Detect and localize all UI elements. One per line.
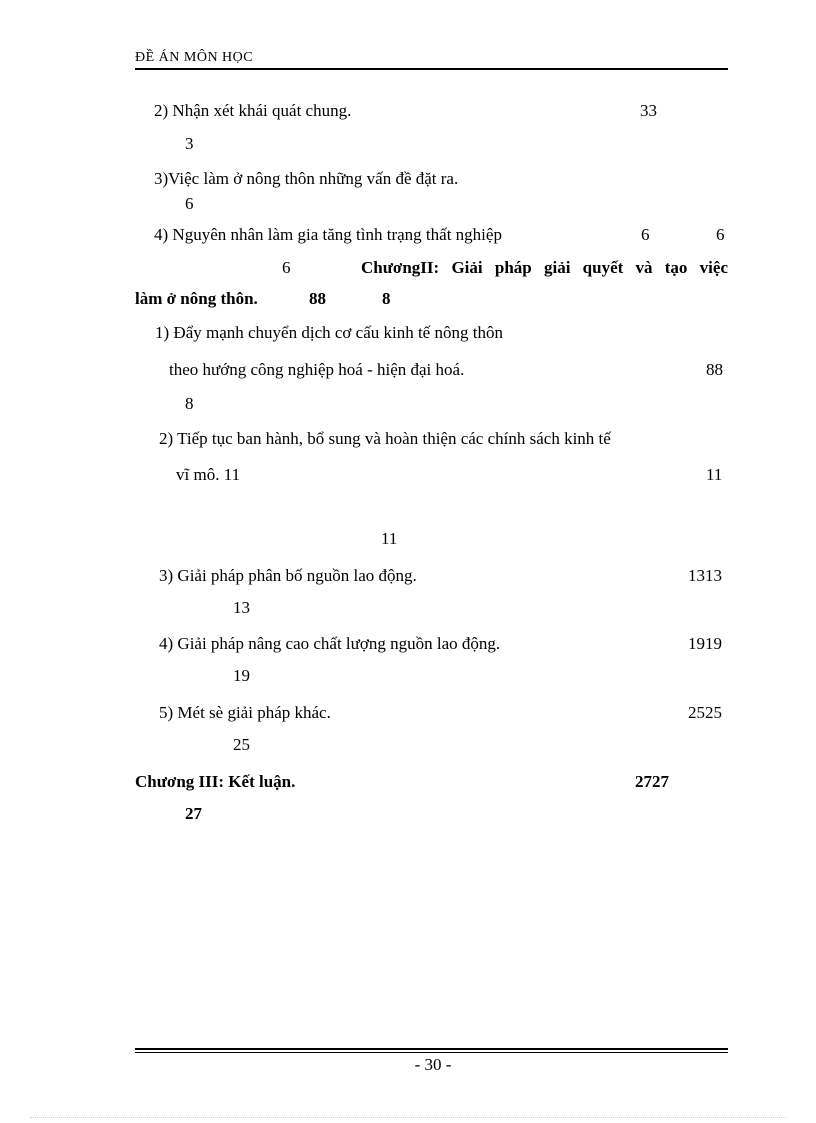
toc-sub-5-page: 2525 [688,703,722,722]
toc-sub-2-label-line2: vĩ mô. 11 [176,465,241,484]
footer-rule-thin [135,1052,728,1053]
toc-chapter-2-lead-page: 6 [282,258,291,277]
toc-sub-2-page-extra: 11 [381,529,398,548]
toc-item-2-page: 33 [640,101,657,120]
page-bottom-border [30,1117,786,1118]
toc-chapter-2-label-line2: làm ở nông thôn. [135,289,258,308]
toc-chapter-3-label: Chương III: Kết luận. [135,772,296,791]
header-title: ĐỀ ÁN MÔN HỌC [135,50,254,65]
toc-sub-3-label: 3) Giải pháp phân bố nguồn lao động. [159,566,417,585]
toc-sub-2-page: 11 [706,465,723,484]
toc-chapter-2-label-line1: ChươngII: Giải pháp giải quyết và tạo việc [361,258,728,277]
toc-sub-1-page-extra: 8 [185,394,194,413]
toc-chapter-3-page: 2727 [635,772,669,791]
toc-sub-2-label-line1: 2) Tiếp tục ban hành, bổ sung và hoàn thiện các chính sách kinh tế [159,429,611,448]
toc-sub-1-page: 88 [706,360,723,379]
toc-sub-4-page-extra: 19 [233,666,250,685]
toc-sub-1-label-line2: theo hướng công nghiệp hoá - hiện đại hoá. [169,360,465,379]
toc-item-4-page-2: 6 [716,225,725,244]
toc-item-2-page-extra: 3 [185,134,194,153]
header-rule [135,68,728,70]
toc-item-2-label: 2) Nhận xét khái quát chung. [154,101,352,120]
toc-sub-1-label-line1: 1) Đẩy mạnh chuyển dịch cơ cấu kinh tế nông thôn [155,323,503,342]
toc-item-4-page-1: 6 [641,225,650,244]
toc-sub-4-label: 4) Giải pháp nâng cao chất lượng nguồn lao động. [159,634,501,653]
toc-sub-5-label: 5) Mét sè giải pháp khác. [159,703,331,722]
toc-sub-3-page-extra: 13 [233,598,250,617]
toc-sub-5-page-extra: 25 [233,735,250,754]
footer-rule [135,1048,728,1050]
toc-chapter-3-page-extra: 27 [185,804,202,823]
toc-chapter-2-page-extra: 8 [382,289,391,308]
toc-item-3-label: 3)Việc làm ở nông thôn những vấn đề đặt ra. [154,169,459,188]
toc-item-4-label: 4) Nguyên nhân làm gia tăng tình trạng thất nghiệp [154,225,502,244]
toc-item-3-page-extra: 6 [185,194,194,213]
page-number: - 30 - [414,1055,452,1074]
toc-chapter-2-page: 88 [309,289,326,308]
toc-sub-3-page: 1313 [688,566,722,585]
toc-sub-4-page: 1919 [688,634,722,653]
